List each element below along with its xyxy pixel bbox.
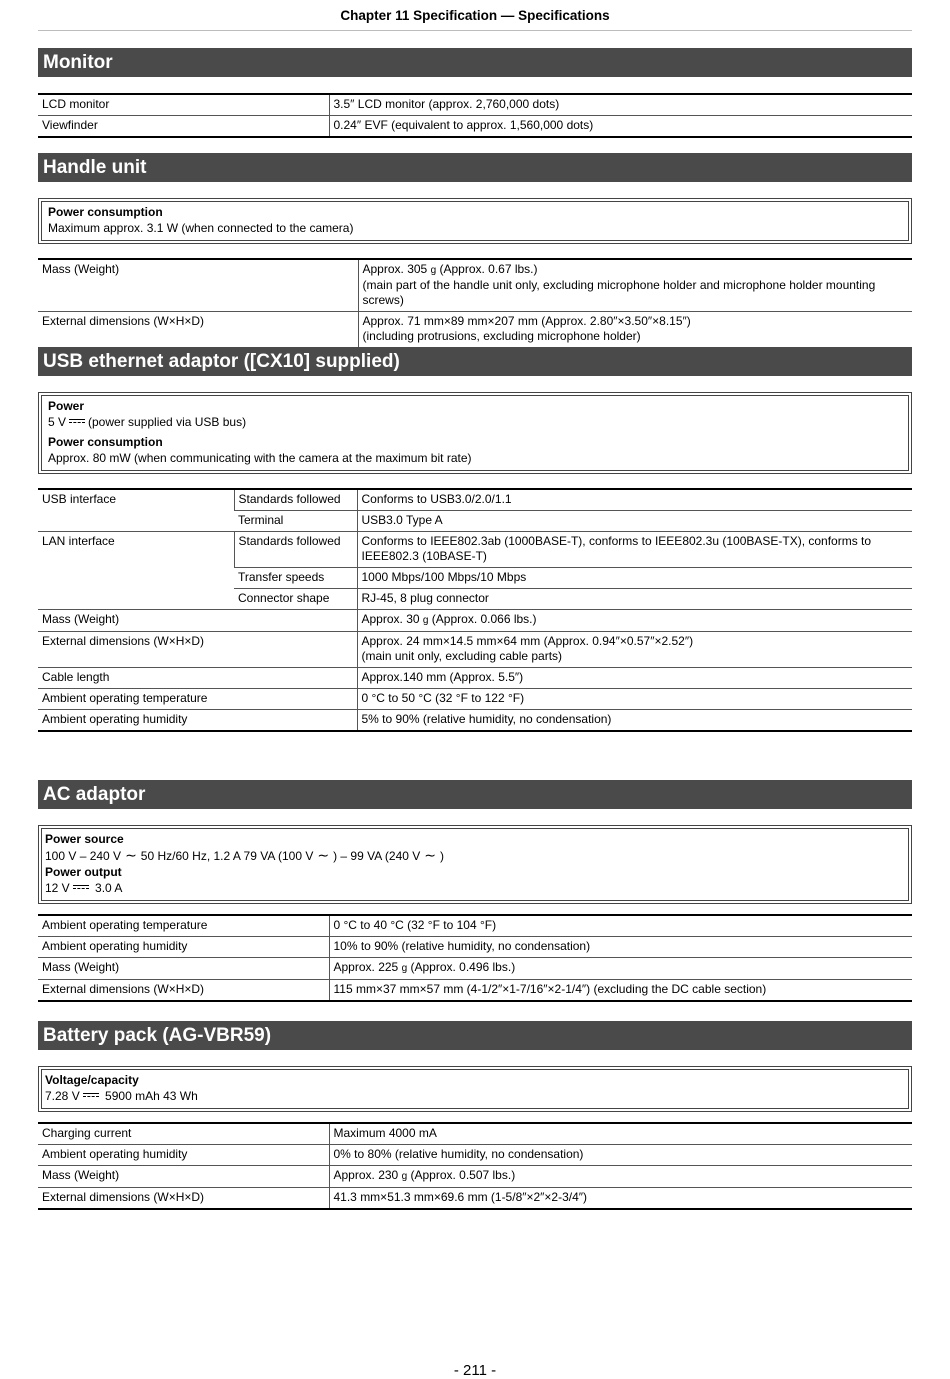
spec-label: External dimensions (W×H×D) bbox=[38, 632, 357, 668]
table-row bbox=[38, 532, 912, 568]
ac-symbol-icon: ∼ bbox=[424, 847, 436, 863]
ac-symbol-icon: ∼ bbox=[317, 847, 330, 863]
table-row bbox=[38, 958, 912, 980]
battery-capacity: 5900 mAh 43 Wh bbox=[105, 1089, 198, 1103]
mass-value: Approx. 230 bbox=[333, 1168, 399, 1182]
spec-value: Conforms to USB3.0/2.0/1.1 bbox=[357, 489, 912, 511]
handle-spec-table bbox=[38, 258, 912, 349]
table-row bbox=[38, 1188, 912, 1210]
usb-spec-table bbox=[38, 488, 912, 732]
dc-symbol-icon bbox=[69, 419, 85, 424]
power-source-voltage: 100 V – 240 V bbox=[45, 849, 122, 863]
table-row bbox=[38, 915, 912, 937]
section-title-handle-unit: Handle unit bbox=[38, 153, 912, 182]
spec-value: 0 °C to 40 °C (32 °F to 104 °F) bbox=[329, 915, 912, 937]
table-row bbox=[38, 94, 912, 116]
table-row bbox=[38, 710, 912, 732]
power-voltage: 5 V bbox=[48, 415, 67, 429]
gram-unit: g bbox=[401, 1171, 408, 1182]
section-usb-ethernet-adaptor bbox=[38, 347, 912, 732]
page-number: - 211 - bbox=[453, 1362, 497, 1379]
spec-value: 115 mm×37 mm×57 mm (4-1/2″×1-7/16″×2-1/4″) (excluding the DC cable section) bbox=[329, 980, 912, 1002]
spec-sublabel: Terminal bbox=[234, 511, 357, 532]
spec-label: Mass (Weight) bbox=[38, 958, 329, 980]
mass-imperial: (Approx. 0.066 lbs.) bbox=[431, 612, 537, 626]
spec-value: 1000 Mbps/100 Mbps/10 Mbps bbox=[357, 568, 912, 589]
table-row bbox=[38, 632, 912, 668]
dimensions-value: Approx. 24 mm×14.5 mm×64 mm (Approx. 0.94″×0.57″×2.52″) bbox=[361, 634, 694, 648]
power-source-value bbox=[45, 847, 902, 864]
spec-label: Ambient operating humidity bbox=[38, 1145, 329, 1166]
spec-value bbox=[329, 958, 912, 980]
spec-label: Ambient operating temperature bbox=[38, 689, 357, 710]
power-note: (power supplied via USB bus) bbox=[88, 415, 247, 429]
mass-note: (main part of the handle unit only, excluding microphone holder and microphone holder mounting screws) bbox=[362, 278, 876, 307]
spec-value bbox=[329, 1166, 912, 1188]
section-battery-pack bbox=[38, 1021, 912, 1210]
gram-unit: g bbox=[401, 963, 408, 974]
table-row bbox=[38, 1123, 912, 1145]
dimensions-note: (including protrusions, excluding microphone holder) bbox=[362, 329, 641, 343]
spec-sublabel: Transfer speeds bbox=[234, 568, 357, 589]
spec-value: USB3.0 Type A bbox=[357, 511, 912, 532]
table-row bbox=[38, 259, 912, 312]
spec-label: Viewfinder bbox=[38, 116, 329, 138]
spec-value: 0 °C to 50 °C (32 °F to 122 °F) bbox=[357, 689, 912, 710]
table-row bbox=[38, 1145, 912, 1166]
power-output-label: Power output bbox=[45, 865, 122, 879]
page-header: Chapter 11 Specification — Specifications bbox=[38, 8, 912, 31]
spec-value bbox=[358, 259, 912, 312]
spec-label: USB interface bbox=[42, 492, 117, 506]
table-row bbox=[38, 980, 912, 1002]
power-source-range: ) – 99 VA (240 V bbox=[333, 849, 421, 863]
spec-value: Maximum 4000 mA bbox=[329, 1123, 912, 1145]
ac-power-box bbox=[38, 825, 912, 904]
battery-spec-table bbox=[38, 1122, 912, 1210]
spec-value bbox=[357, 632, 912, 668]
dc-symbol-icon bbox=[83, 1093, 99, 1098]
gram-unit: g bbox=[422, 615, 429, 626]
power-label: Power bbox=[48, 399, 85, 413]
spec-value: 0.24″ EVF (equivalent to approx. 1,560,000 dots) bbox=[329, 116, 912, 138]
table-row bbox=[38, 937, 912, 958]
spec-sublabel: Standards followed bbox=[234, 532, 357, 568]
mass-imperial: (Approx. 0.507 lbs.) bbox=[410, 1168, 516, 1182]
spec-value: 0% to 80% (relative humidity, no condensation) bbox=[329, 1145, 912, 1166]
spec-label: Cable length bbox=[38, 668, 357, 689]
spec-label: External dimensions (W×H×D) bbox=[38, 980, 329, 1002]
section-ac-adaptor bbox=[38, 780, 912, 1002]
spec-label: LCD monitor bbox=[42, 97, 110, 111]
mass-imperial: (Approx. 0.67 lbs.) bbox=[439, 262, 538, 276]
power-source-end: ) bbox=[440, 849, 444, 863]
table-row bbox=[38, 610, 912, 632]
spec-sublabel: Standards followed bbox=[234, 489, 357, 511]
table-row bbox=[38, 668, 912, 689]
power-source-frequency: 50 Hz/60 Hz, 1.2 A 79 VA (100 V bbox=[140, 849, 314, 863]
spec-value bbox=[357, 610, 912, 632]
monitor-spec-table bbox=[38, 93, 912, 138]
voltage-capacity-value bbox=[45, 1088, 902, 1104]
table-row bbox=[38, 312, 912, 349]
spec-sublabel: Connector shape bbox=[234, 589, 357, 610]
section-title-ac-adaptor: AC adaptor bbox=[38, 780, 912, 809]
power-consumption-value: Maximum approx. 3.1 W (when connected to the camera) bbox=[48, 221, 354, 235]
voltage-capacity-label: Voltage/capacity bbox=[45, 1073, 139, 1087]
power-output-current: 3.0 A bbox=[95, 881, 123, 895]
mass-imperial: (Approx. 0.496 lbs.) bbox=[410, 960, 516, 974]
dimensions-note: (main unit only, excluding cable parts) bbox=[361, 649, 563, 663]
section-title-monitor: Monitor bbox=[38, 48, 912, 77]
spec-value: Approx.140 mm (Approx. 5.5″) bbox=[357, 668, 912, 689]
dc-symbol-icon bbox=[73, 885, 89, 890]
battery-voltage: 7.28 V bbox=[45, 1089, 80, 1103]
spec-value: Conforms to IEEE802.3ab (1000BASE-T), conforms to IEEE802.3u (100BASE-TX), conforms to IEEE802.3 (10BASE-T) bbox=[357, 532, 912, 568]
spec-value bbox=[358, 312, 912, 349]
power-output-voltage: 12 V bbox=[45, 881, 70, 895]
power-consumption-label: Power consumption bbox=[48, 205, 163, 219]
table-row bbox=[38, 489, 912, 511]
spec-label: Charging current bbox=[42, 1126, 132, 1140]
spec-value: 5% to 90% (relative humidity, no condensation) bbox=[357, 710, 912, 732]
dimensions-value: Approx. 71 mm×89 mm×207 mm (Approx. 2.80″×3.50″×8.15″) bbox=[362, 314, 691, 328]
power-output-value bbox=[45, 880, 902, 896]
mass-value: Approx. 30 bbox=[361, 612, 420, 626]
spec-label: External dimensions (W×H×D) bbox=[38, 312, 358, 349]
section-title-usb-adaptor: USB ethernet adaptor ([CX10] supplied) bbox=[38, 347, 912, 376]
table-row bbox=[38, 116, 912, 138]
mass-value: Approx. 305 bbox=[362, 262, 428, 276]
spec-label: Mass (Weight) bbox=[38, 610, 357, 632]
spec-value: 10% to 90% (relative humidity, no condensation) bbox=[329, 937, 912, 958]
handle-power-box bbox=[38, 198, 912, 244]
power-source-label: Power source bbox=[45, 832, 124, 846]
spec-label: Ambient operating humidity bbox=[38, 710, 357, 732]
spec-label: External dimensions (W×H×D) bbox=[38, 1188, 329, 1210]
power-consumption-value: Approx. 80 mW (when communicating with the camera at the maximum bit rate) bbox=[48, 451, 472, 465]
spec-label: LAN interface bbox=[38, 532, 234, 610]
ac-symbol-icon: ∼ bbox=[125, 847, 137, 863]
gram-unit: g bbox=[430, 265, 437, 276]
spec-label: Mass (Weight) bbox=[38, 1166, 329, 1188]
spec-label: Mass (Weight) bbox=[42, 262, 120, 276]
spec-value: 41.3 mm×51.3 mm×69.6 mm (1-5/8″×2″×2-3/4″) bbox=[329, 1188, 912, 1210]
ac-spec-table bbox=[38, 914, 912, 1002]
power-value bbox=[48, 414, 902, 430]
battery-voltage-box bbox=[38, 1066, 912, 1112]
mass-value: Approx. 225 bbox=[333, 960, 399, 974]
spec-value: RJ-45, 8 plug connector bbox=[357, 589, 912, 610]
spec-label: Ambient operating temperature bbox=[42, 918, 208, 932]
spec-value: 3.5″ LCD monitor (approx. 2,760,000 dots) bbox=[329, 94, 912, 116]
section-handle-unit bbox=[38, 153, 912, 349]
power-consumption-label: Power consumption bbox=[48, 435, 163, 449]
section-title-battery-pack: Battery pack (AG-VBR59) bbox=[38, 1021, 912, 1050]
table-row bbox=[38, 1166, 912, 1188]
table-row bbox=[38, 689, 912, 710]
spec-label: Ambient operating humidity bbox=[38, 937, 329, 958]
section-monitor bbox=[38, 48, 912, 138]
usb-power-box bbox=[38, 392, 912, 474]
